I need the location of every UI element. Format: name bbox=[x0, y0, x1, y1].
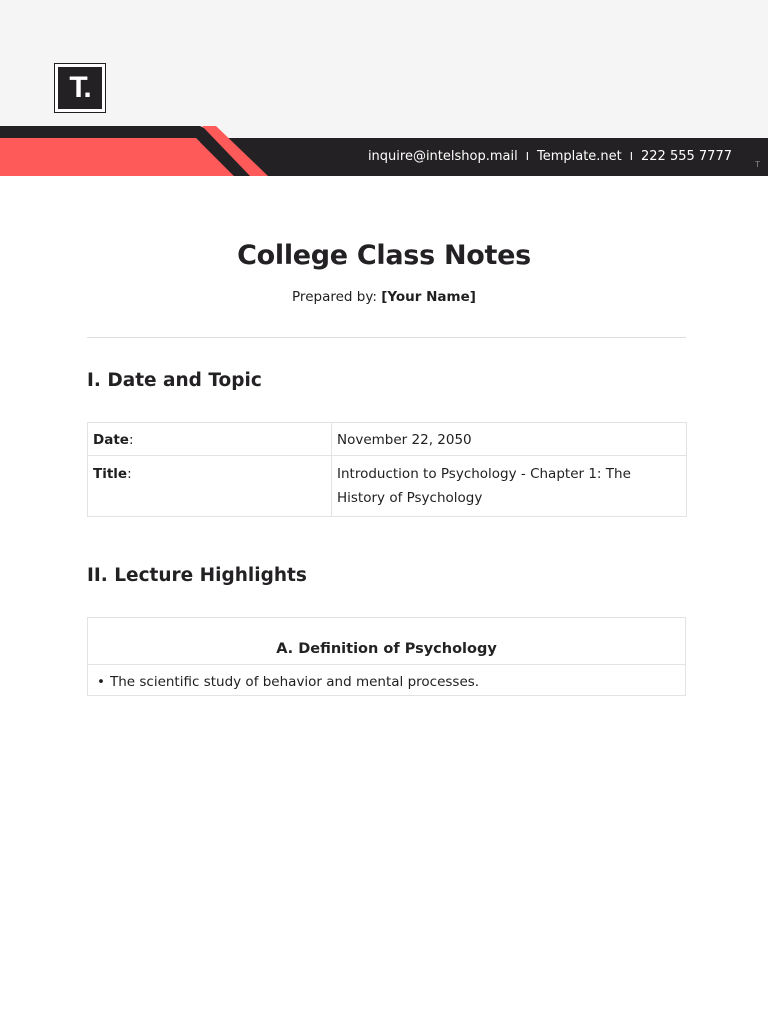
row-key-title: Title bbox=[93, 466, 128, 482]
row-colon: : bbox=[128, 432, 134, 448]
prepared-by bbox=[0, 289, 768, 305]
prepared-by-name: [Your Name] bbox=[381, 289, 476, 305]
list-item bbox=[88, 665, 685, 690]
prepared-by-label: Prepared by: bbox=[292, 289, 377, 305]
row-key-date: Date bbox=[93, 432, 129, 448]
date-topic-table bbox=[87, 422, 687, 517]
contact-website[interactable]: Template.net bbox=[536, 148, 622, 164]
section-heading-lecture-highlights: II. Lecture Highlights bbox=[87, 565, 307, 586]
logo-mark: T. bbox=[58, 67, 102, 109]
banner-dark-top-strip bbox=[0, 126, 224, 138]
logo bbox=[54, 63, 106, 113]
document-title: College Class Notes bbox=[237, 240, 531, 271]
corner-watermark: T bbox=[755, 160, 760, 169]
bullet-icon: • bbox=[97, 674, 105, 690]
table-row bbox=[88, 423, 687, 456]
contact-phone: 222 555 7777 bbox=[641, 148, 732, 164]
contact-separator: I bbox=[629, 149, 634, 163]
contact-separator: I bbox=[525, 149, 529, 163]
table-key-cell bbox=[88, 456, 332, 517]
table-row bbox=[88, 456, 687, 517]
section-heading-date-topic: I. Date and Topic bbox=[87, 370, 262, 391]
list-item-text: The scientific study of behavior and mental processes. bbox=[109, 674, 480, 690]
row-value-title: Introduction to Psychology - Chapter 1: The History of Psychology bbox=[332, 456, 687, 517]
contact-email[interactable]: inquire@intelshop.mail bbox=[367, 148, 518, 164]
contact-line bbox=[368, 148, 732, 164]
table-key-cell bbox=[88, 423, 332, 456]
highlight-subheading: A. Definition of Psychology bbox=[88, 618, 685, 665]
row-value-date: November 22, 2050 bbox=[332, 423, 687, 456]
highlight-box bbox=[87, 617, 686, 696]
banner-red-block bbox=[0, 138, 234, 176]
divider bbox=[87, 337, 686, 338]
row-colon: : bbox=[127, 466, 132, 482]
